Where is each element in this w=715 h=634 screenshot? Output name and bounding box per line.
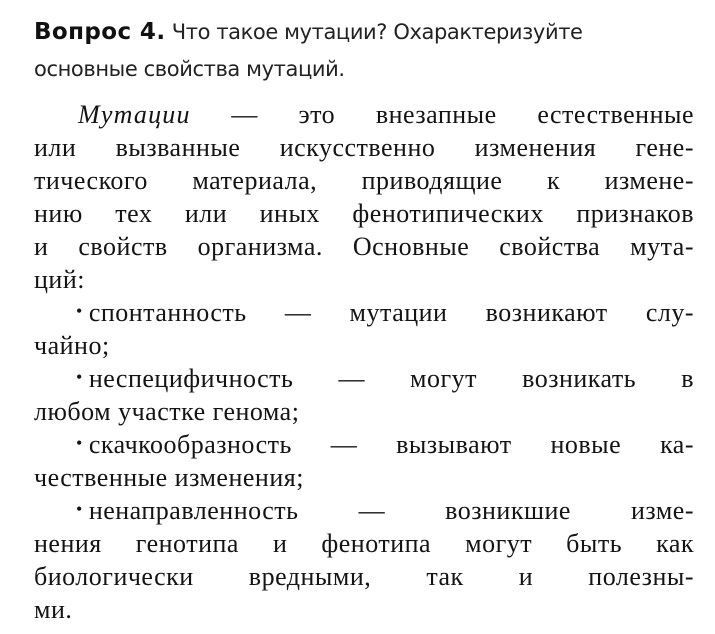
answer-block (34, 98, 694, 626)
bullet-dot-icon: • (76, 499, 83, 519)
question-line-2 (34, 51, 704, 88)
answer-term: Мутации (78, 100, 191, 129)
answer-intro-line-5: и свойств организма. Основные свойства мута- (34, 232, 694, 261)
question-label: Вопрос 4. (34, 19, 166, 45)
question-text-1: Что такое мутации? Охарактеризуйте (171, 20, 583, 44)
question-text-2: основные свойства мутаций. (34, 57, 345, 81)
question-block (34, 14, 704, 88)
answer-intro-line-1 (34, 98, 694, 131)
bullet-dot-icon: • (76, 433, 83, 453)
bullet-continuation: биологически вредными, так и полезны- (34, 562, 694, 591)
bullet-item-nondirectionality (34, 494, 694, 527)
bullet-dot-icon: • (76, 367, 83, 387)
answer-intro-line-6: ций: (34, 265, 85, 294)
bullet-item-abruptness (34, 428, 694, 461)
answer-intro-line-3: тического материала, приводящие к измене- (34, 166, 694, 195)
answer-intro-line-1-text: — это внезапные естественные (231, 100, 695, 129)
answer-intro-line-2: или вызванные искусственно изменения гене- (34, 133, 694, 162)
bullet-item-nonspecificity (34, 362, 694, 395)
bullet-text: ненаправленность — возникшие изме- (88, 496, 694, 525)
bullet-dot-icon: • (76, 301, 83, 321)
bullet-item-spontaneity (34, 296, 694, 329)
bullet-text: скачкообразность — вызывают новые ка- (88, 430, 694, 459)
answer-intro-line-4: нию тех или иных фенотипических признаков (34, 199, 694, 228)
bullet-text: неспецифичность — могут возникать в (88, 364, 694, 393)
bullet-text: спонтанность — мутации возникают слу- (88, 298, 694, 327)
bullet-continuation: ми. (34, 595, 73, 624)
bullet-continuation: любом участке генома; (34, 397, 300, 426)
question-line-1 (34, 14, 704, 51)
bullet-continuation: нения генотипа и фенотипа могут быть как (34, 529, 694, 558)
bullet-continuation: чественные изменения; (34, 463, 304, 492)
bullet-continuation: чайно; (34, 331, 110, 360)
